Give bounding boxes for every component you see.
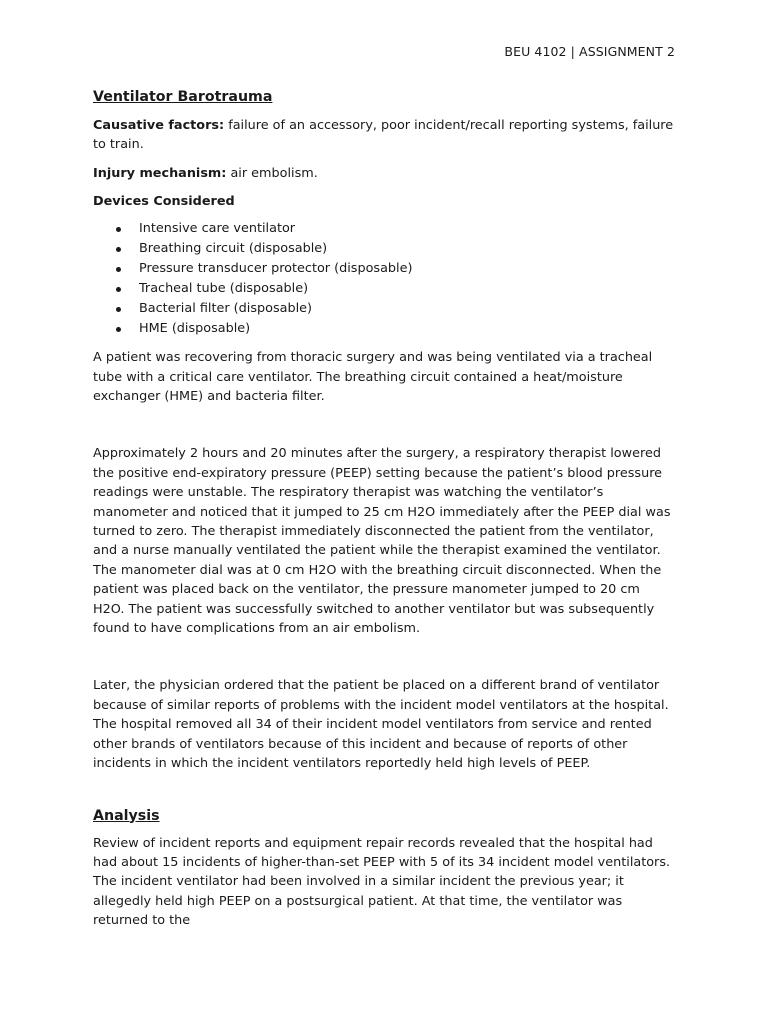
bullet-icon xyxy=(116,287,121,292)
list-item xyxy=(93,219,675,239)
list-item xyxy=(93,279,675,299)
bullet-icon xyxy=(116,267,121,272)
bullet-icon xyxy=(116,247,121,252)
device-label: Tracheal tube (disposable) xyxy=(139,280,309,296)
bullet-icon xyxy=(116,307,121,312)
bullet-icon xyxy=(116,327,121,332)
paragraph-analysis: Review of incident reports and equipment repair records revealed that the hospital had had about 15 incidents of higher-than-set PEEP with 5 of its 34 incident model ventilators. The incident ventilator had been involved in a similar incident the previous year; it allegedly held high PEEP on a postsurgical patient. At that time, the ventilator was returned to the xyxy=(93,835,671,929)
device-label: Breathing circuit (disposable) xyxy=(139,240,328,256)
list-item xyxy=(93,299,675,319)
list-item xyxy=(93,259,675,279)
paragraph-incident: Approximately 2 hours and 20 minutes after the surgery, a respiratory therapist lowered the positive end-expiratory pressure (PEEP) setting because the patient’s blood pressure readings were unstable. The respiratory therapist was watching the ventilator’s manometer and noticed that it jumped to 25 cm H2O immediately after the PEEP dial was turned to zero. The therapist immediately disconnected the patient from the ventilator, and a nurse manually ventilated the patient while the therapist examined the ventilator. The manometer dial was at 0 cm H2O with the breathing circuit disconnected. When the patient was placed back on the ventilator, the pressure manometer jumped to 20 cm H2O. The patient was successfully switched to another ventilator but was subsequently found to have complications from an air embolism. xyxy=(93,446,671,637)
paragraph-spacer xyxy=(93,415,675,444)
device-label: Bacterial filter (disposable) xyxy=(139,301,313,316)
causative-text: failure of an accessory, poor incident/recall reporting systems, failure to train. xyxy=(93,118,674,153)
bullet-icon xyxy=(116,227,121,232)
analysis-heading: Analysis xyxy=(93,807,160,824)
paragraph-spacer xyxy=(93,647,675,676)
devices-list xyxy=(93,219,675,340)
injury-text: air embolism. xyxy=(226,165,318,181)
document-body xyxy=(93,87,675,940)
device-label: HME (disposable) xyxy=(139,321,251,337)
injury-label: Injury mechanism: xyxy=(93,165,227,181)
page-header: BEU 4102 | ASSIGNMENT 2 xyxy=(504,44,675,59)
devices-heading: Devices Considered xyxy=(93,194,235,210)
causative-factors xyxy=(93,116,675,155)
device-label: Pressure transducer protector (disposable) xyxy=(139,260,413,276)
list-item xyxy=(93,319,675,339)
paragraph-spacer xyxy=(93,783,675,806)
paragraph-followup: Later, the physician ordered that the patient be placed on a different brand of ventilator because of similar reports of problems with the incident model ventilators at the hospital. The hospital removed all 34 of their incident model ventilators from service and rented other brands of ventilators because of this incident and because of reports of other incidents in which the incident ventilators reportedly held high levels of PEEP. xyxy=(93,678,669,772)
causative-label: Causative factors: xyxy=(93,118,225,133)
document-title: Ventilator Barotrauma xyxy=(93,89,273,105)
paragraph-case-intro: A patient was recovering from thoracic surgery and was being ventilated via a tracheal tube with a critical care ventilator. The breathing circuit contained a heat/moisture exchanger (HME) and bacteria filter. xyxy=(93,350,653,404)
list-item xyxy=(93,239,675,259)
device-label: Intensive care ventilator xyxy=(139,220,296,236)
injury-mechanism xyxy=(93,164,675,183)
